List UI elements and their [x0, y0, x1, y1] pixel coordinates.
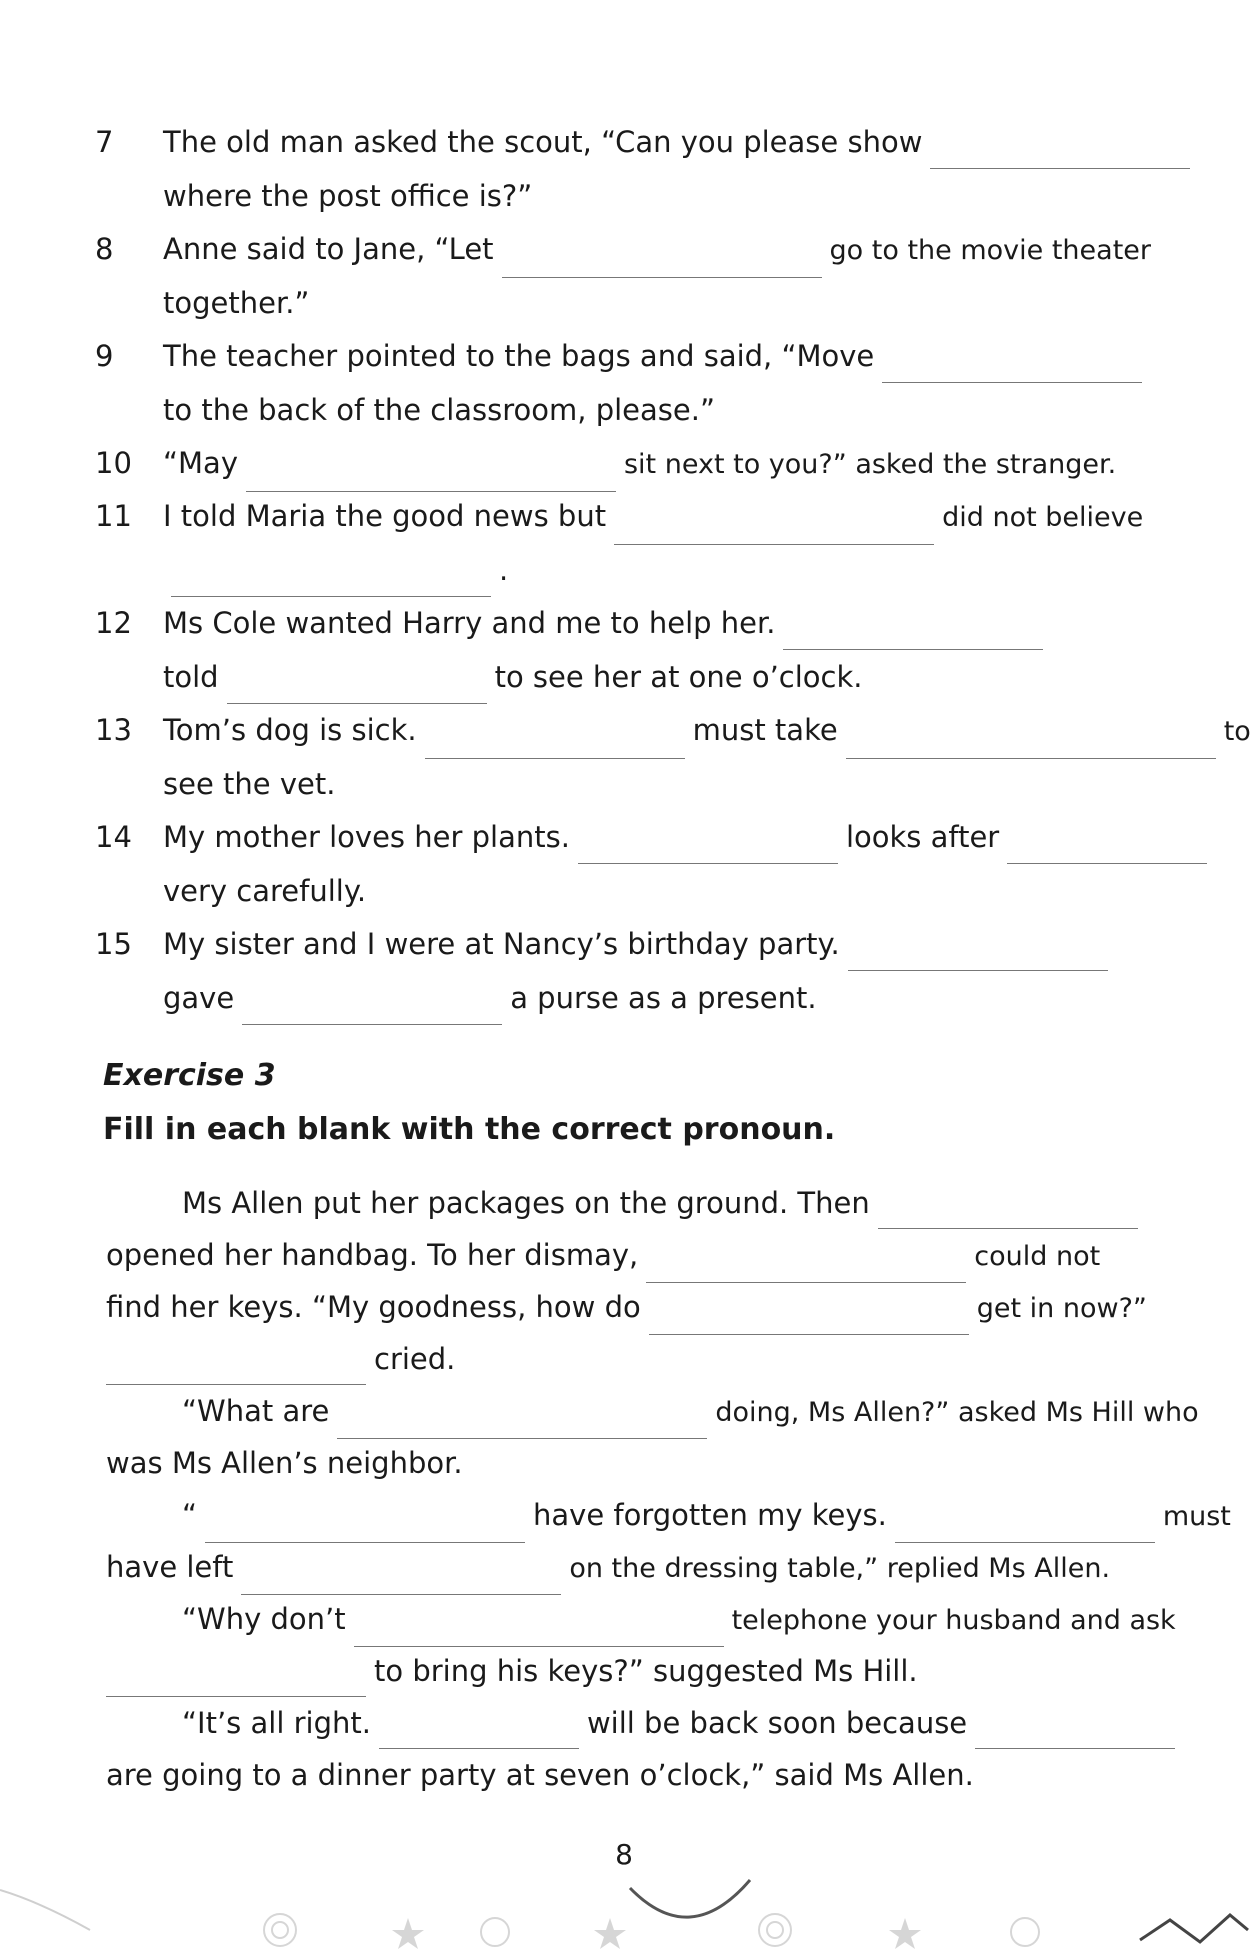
- passage-text: cried.: [374, 1342, 456, 1376]
- answer-blank[interactable]: [241, 1562, 561, 1595]
- question-13: [95, 703, 1251, 811]
- question-number: 15: [95, 927, 132, 961]
- answer-blank[interactable]: [646, 1250, 966, 1283]
- question-line: [95, 329, 1215, 383]
- question-line: [95, 757, 1215, 811]
- footer-decoration: [0, 1860, 1248, 1952]
- question-10: [95, 436, 1215, 490]
- question-number: 11: [95, 499, 132, 533]
- smile-curve-icon: [630, 1880, 750, 1917]
- question-number: 14: [95, 820, 132, 854]
- question-text: must take: [692, 713, 838, 747]
- answer-blank[interactable]: [649, 1302, 969, 1335]
- passage-text: must: [1162, 1501, 1231, 1532]
- passage-text: have left: [106, 1550, 234, 1584]
- question-line: [95, 543, 1215, 597]
- page-number: 8: [615, 1838, 633, 1871]
- question-line: [95, 169, 1215, 223]
- passage-text: “It’s all right.: [182, 1706, 371, 1740]
- question-line: [95, 971, 1215, 1025]
- answer-blank[interactable]: [227, 671, 487, 704]
- answer-blank[interactable]: [882, 350, 1142, 383]
- star-icon: [594, 1918, 626, 1949]
- question-text: go to the movie theater: [829, 235, 1151, 266]
- answer-blank[interactable]: [930, 136, 1190, 169]
- answer-blank[interactable]: [242, 992, 502, 1025]
- passage-text: “: [182, 1498, 198, 1532]
- question-number: 13: [95, 713, 132, 747]
- passage: [106, 1177, 1231, 1801]
- answer-blank[interactable]: [895, 1510, 1155, 1543]
- passage-text: to bring his keys?” suggested Ms Hill.: [374, 1654, 918, 1688]
- passage-text: opened her handbag. To her dismay,: [106, 1238, 639, 1272]
- question-text: to see her at one o’clock.: [494, 660, 863, 694]
- passage-line: [106, 1749, 1226, 1801]
- grass-icon: [1140, 1915, 1248, 1942]
- question-text: very carefully.: [163, 874, 367, 908]
- question-text: see the vet.: [163, 767, 336, 801]
- question-14: [95, 810, 1215, 918]
- question-text: The old man asked the scout, “Can you please show: [163, 125, 923, 159]
- spiral-icon: [1011, 1918, 1039, 1946]
- answer-blank[interactable]: [846, 726, 1216, 759]
- star-icon: [392, 1918, 424, 1949]
- passage-line: [106, 1385, 1226, 1437]
- passage-line: [106, 1593, 1226, 1645]
- question-9: [95, 329, 1215, 437]
- passage-text: Ms Allen put her packages on the ground. Then: [182, 1186, 870, 1220]
- passage-line: [106, 1541, 1226, 1593]
- question-line: [95, 596, 1215, 650]
- question-text: told: [163, 660, 219, 694]
- question-text: sit next to you?” asked the stranger.: [623, 449, 1117, 480]
- question-text: The teacher pointed to the bags and said, “Move: [163, 339, 875, 373]
- passage-text: find her keys. “My goodness, how do: [106, 1290, 641, 1324]
- passage-text: get in now?”: [976, 1293, 1147, 1324]
- question-text: gave: [163, 981, 235, 1015]
- answer-blank[interactable]: [171, 564, 491, 597]
- question-number: 8: [95, 232, 114, 266]
- question-text: .: [499, 553, 509, 587]
- answer-blank[interactable]: [975, 1716, 1175, 1749]
- passage-text: on the dressing table,” replied Ms Allen.: [569, 1553, 1111, 1584]
- question-7: [95, 115, 1215, 223]
- passage-line: [106, 1177, 1226, 1229]
- question-text: a purse as a present.: [510, 981, 817, 1015]
- question-text: My sister and I were at Nancy’s birthday party.: [163, 927, 840, 961]
- question-text: Ms Cole wanted Harry and me to help her.: [163, 606, 776, 640]
- question-8: [95, 222, 1215, 330]
- question-text: My mother loves her plants.: [163, 820, 570, 854]
- spiral-icon: [264, 1914, 296, 1946]
- passage-text: are going to a dinner party at seven o’clock,” said Ms Allen.: [106, 1758, 974, 1792]
- question-line: [95, 703, 1251, 757]
- passage-text: “What are: [182, 1394, 330, 1428]
- question-text: where the post office is?”: [163, 179, 533, 213]
- question-line: [95, 917, 1215, 971]
- question-text: did not believe: [942, 502, 1144, 533]
- question-line: [95, 489, 1215, 543]
- spiral-icon: [481, 1918, 509, 1946]
- passage-text: could not: [974, 1241, 1101, 1272]
- spiral-icon: [759, 1914, 791, 1946]
- answer-blank[interactable]: [614, 512, 934, 545]
- question-line: [95, 276, 1215, 330]
- answer-blank[interactable]: [246, 459, 616, 492]
- passage-text: have forgotten my keys.: [533, 1498, 887, 1532]
- question-line: [95, 436, 1215, 490]
- question-12: [95, 596, 1215, 704]
- answer-blank[interactable]: [425, 726, 685, 759]
- passage-line: [106, 1489, 1231, 1541]
- question-number: 9: [95, 339, 114, 373]
- question-line: [95, 222, 1215, 276]
- passage-line: [106, 1229, 1226, 1281]
- exercise-instruction: Fill in each blank with the correct pronoun.: [103, 1112, 836, 1147]
- answer-blank[interactable]: [578, 831, 838, 864]
- question-line: [95, 864, 1215, 918]
- question-text: to: [1223, 716, 1251, 747]
- answer-blank[interactable]: [106, 1664, 366, 1697]
- star-icon: [889, 1918, 921, 1949]
- question-text: Anne said to Jane, “Let: [163, 232, 494, 266]
- passage-text: telephone your husband and ask: [731, 1605, 1176, 1636]
- passage-text: “Why don’t: [182, 1602, 346, 1636]
- question-number: 10: [95, 446, 132, 480]
- question-number: 12: [95, 606, 132, 640]
- answer-blank[interactable]: [878, 1196, 1138, 1229]
- answer-blank[interactable]: [106, 1352, 366, 1385]
- answer-blank[interactable]: [502, 245, 822, 278]
- passage-text: was Ms Allen’s neighbor.: [106, 1446, 463, 1480]
- answer-blank[interactable]: [205, 1510, 525, 1543]
- question-11: [95, 489, 1215, 597]
- question-text: looks after: [845, 820, 1000, 854]
- answer-blank[interactable]: [354, 1614, 724, 1647]
- answer-blank[interactable]: [783, 617, 1043, 650]
- exercise-title: Exercise 3: [103, 1058, 276, 1093]
- answer-blank[interactable]: [379, 1716, 579, 1749]
- question-line: [95, 383, 1215, 437]
- swirl-icon: [0, 1890, 90, 1930]
- passage-text: will be back soon because: [586, 1706, 968, 1740]
- passage-line: [106, 1333, 1226, 1385]
- question-line: [95, 650, 1215, 704]
- question-number: 7: [95, 125, 114, 159]
- question-text: together.”: [163, 286, 310, 320]
- question-15: [95, 917, 1215, 1025]
- passage-line: [106, 1281, 1226, 1333]
- question-text: to the back of the classroom, please.”: [163, 393, 715, 427]
- question-text: “May: [163, 446, 238, 480]
- answer-blank[interactable]: [1007, 831, 1207, 864]
- passage-line: [106, 1697, 1226, 1749]
- question-text: Tom’s dog is sick.: [163, 713, 417, 747]
- passage-text: doing, Ms Allen?” asked Ms Hill who: [715, 1397, 1199, 1428]
- answer-blank[interactable]: [337, 1406, 707, 1439]
- passage-line: [106, 1645, 1226, 1697]
- question-line: [95, 115, 1215, 169]
- answer-blank[interactable]: [848, 938, 1108, 971]
- passage-line: [106, 1437, 1226, 1489]
- question-text: I told Maria the good news but: [163, 499, 607, 533]
- question-line: [95, 810, 1215, 864]
